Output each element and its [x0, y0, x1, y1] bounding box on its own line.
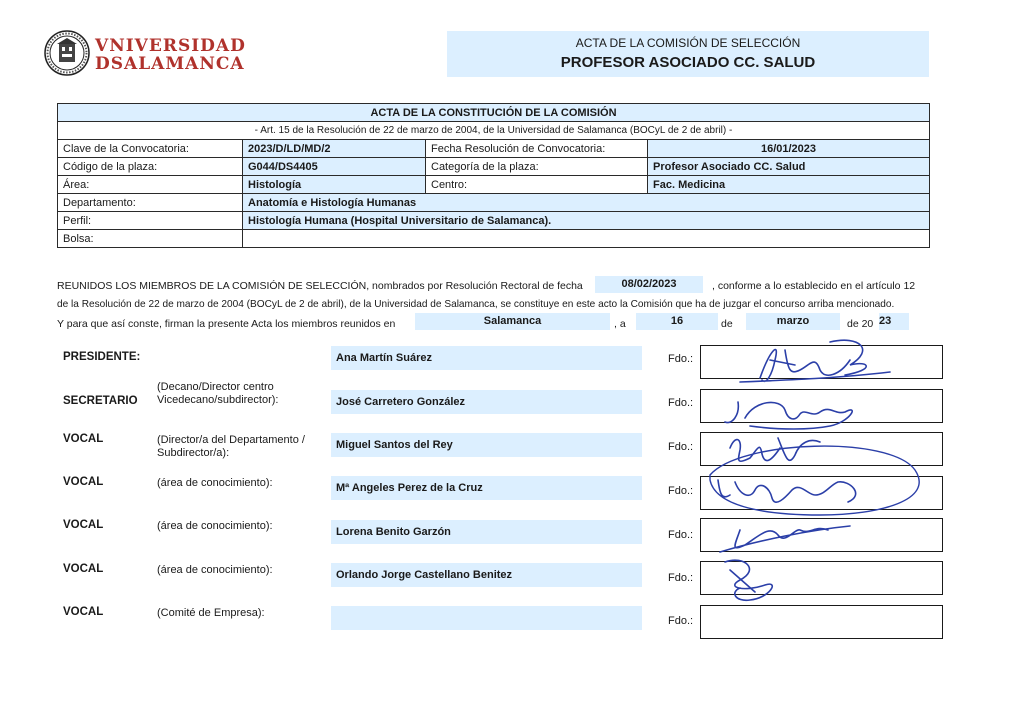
de-text-1: de: [721, 318, 733, 330]
signature-box-6: [700, 561, 943, 595]
paragraph-line1a: REUNIDOS LOS MIEMBROS DE LA COMISIÓN DE SELECCIÓN, nombrados por Resolución Rectoral de fecha: [57, 280, 583, 292]
acta-table: [57, 103, 930, 248]
member-name-6: Orlando Jorge Castellano Benitez: [331, 563, 642, 587]
member-desc-6: (área de conocimiento):: [157, 564, 273, 576]
year-value: 23: [879, 313, 909, 330]
bolsa-label: Bolsa:: [58, 230, 243, 248]
member-desc-2: (Decano/Director centro Vicedecano/subdirector):: [157, 381, 279, 406]
fdo-label-1: Fdo.:: [668, 353, 694, 365]
fdo-label-3: Fdo.:: [668, 441, 694, 453]
signature-box-3: [700, 432, 943, 466]
departamento-value: Anatomía e Histología Humanas: [243, 194, 930, 212]
document-header: [447, 31, 929, 77]
member-name-4: Mª Angeles Perez de la Cruz: [331, 476, 642, 500]
departamento-label: Departamento:: [58, 194, 243, 212]
paragraph-line1b: , conforme a lo establecido en el artículo 12: [712, 280, 916, 292]
fdo-label-5: Fdo.:: [668, 529, 694, 541]
a-text: , a: [614, 318, 626, 330]
paragraph-line2: de la Resolución de 22 de marzo de 2004 (BOCyL de 2 de abril), de la Universidad de Salamanca, se constituye en este acto la Comisión que ha de juzgar el concurso arriba mencionado.: [57, 299, 895, 310]
signature-box-2: [700, 389, 943, 423]
place-value: Salamanca: [415, 313, 610, 330]
member-desc-7: (Comité de Empresa):: [157, 607, 265, 619]
member-desc-5: (área de conocimiento):: [157, 520, 273, 532]
member-name-3: Miguel Santos del Rey: [331, 433, 642, 457]
university-name-line2: DSALAMANCA: [95, 54, 245, 74]
fdo-label-4: Fdo.:: [668, 485, 694, 497]
month-value: marzo: [746, 313, 840, 330]
signature-box-5: [700, 518, 943, 552]
area-label: Área:: [58, 176, 243, 194]
member-name-1: Ana Martín Suárez: [331, 346, 642, 370]
header-line1: ACTA DE LA COMISIÓN DE SELECCIÓN: [575, 36, 801, 50]
member-desc-4: (área de conocimiento):: [157, 477, 273, 489]
fdo-label-6: Fdo.:: [668, 572, 694, 584]
centro-value: Fac. Medicina: [648, 176, 930, 194]
signature-box-4: [700, 476, 943, 510]
area-value: Histología: [243, 176, 426, 194]
fdo-label-7: Fdo.:: [668, 615, 694, 627]
perfil-value: Histología Humana (Hospital Universitario de Salamanca).: [243, 212, 930, 230]
member-role-4: VOCAL: [63, 476, 104, 488]
member-desc-3: (Director/a del Departamento / Subdirector/a):: [157, 434, 305, 459]
fecha-value: 16/01/2023: [648, 140, 930, 158]
categoria-label: Categoría de la plaza:: [426, 158, 648, 176]
member-role-2: SECRETARIO: [63, 395, 138, 407]
member-name-7: [331, 606, 642, 630]
fdo-label-2: Fdo.:: [668, 397, 694, 409]
university-seal-icon: [44, 30, 90, 76]
table-title: ACTA DE LA CONSTITUCIÓN DE LA COMISIÓN: [58, 104, 930, 122]
perfil-label: Perfil:: [58, 212, 243, 230]
signature-box-7: [700, 605, 943, 639]
member-role-7: VOCAL: [63, 606, 104, 618]
member-name-5: Lorena Benito Garzón: [331, 520, 642, 544]
day-value: 16: [636, 313, 718, 330]
clave-value: 2023/D/LD/MD/2: [243, 140, 426, 158]
university-name-line1: VNIVERSIDAD: [95, 36, 246, 56]
member-role-1: PRESIDENTE:: [63, 351, 141, 363]
member-role-3: VOCAL: [63, 433, 104, 445]
member-role-6: VOCAL: [63, 563, 104, 575]
codigo-value: G044/DS4405: [243, 158, 426, 176]
clave-label: Clave de la Convocatoria:: [58, 140, 243, 158]
table-subtitle: - Art. 15 de la Resolución de 22 de marzo de 2004, de la Universidad de Salamanca (BOCyL de 2 de abril) -: [58, 122, 930, 140]
resolution-date: 08/02/2023: [595, 276, 703, 293]
signature-box-1: [700, 345, 943, 379]
categoria-value: Profesor Asociado CC. Salud: [648, 158, 930, 176]
paragraph-line3: Y para que así conste, firman la presente Acta los miembros reunidos en: [57, 318, 396, 330]
fecha-label: Fecha Resolución de Convocatoria:: [426, 140, 648, 158]
centro-label: Centro:: [426, 176, 648, 194]
header-line2: PROFESOR ASOCIADO CC. SALUD: [560, 54, 816, 71]
member-role-5: VOCAL: [63, 519, 104, 531]
bolsa-value: [243, 230, 930, 248]
member-name-2: José Carretero González: [331, 390, 642, 414]
de-text-2: de 20: [847, 318, 874, 330]
codigo-label: Código de la plaza:: [58, 158, 243, 176]
